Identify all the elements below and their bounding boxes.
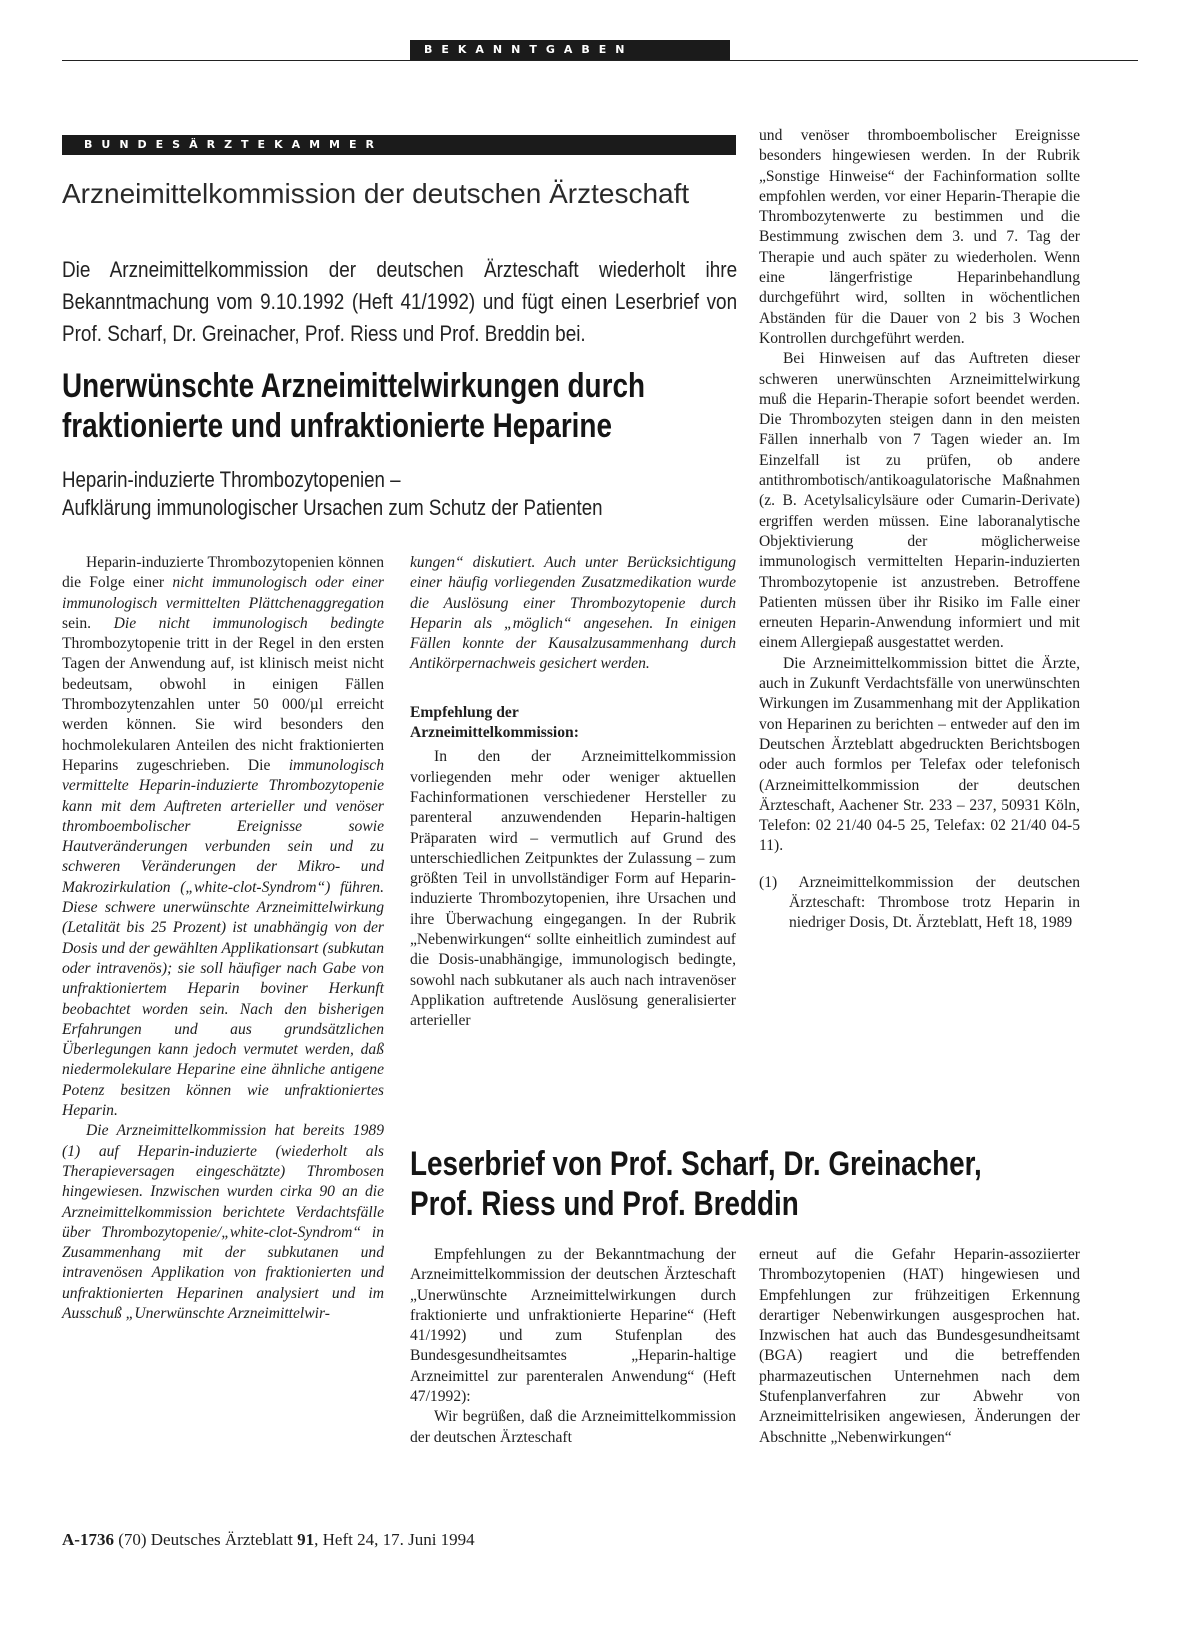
text-run: Thrombozytopenie tritt in der Regel in den ersten Tagen der Anwendung auf, ist klinisch meist nicht bedeutsam, obwohl in einigen Fällen Thrombozytenzahlen unter 50 000/µl erreicht werden können. Sie wird besonders den hochmolekularen Anteilen des nicht fraktionierten Heparins zugeschrieben. Die xyxy=(62,635,384,774)
article-column-1 xyxy=(62,553,384,1324)
footer-volume: 91 xyxy=(297,1530,315,1549)
letter-headline xyxy=(410,1144,982,1224)
article-headline-line2: fraktionierte und unfraktionierte Heparine xyxy=(62,407,612,445)
article-paragraph: Die Arzneimittelkommission hat bereits 1989 (1) auf Heparin-induzierte (wiederholt als Therapieversagen eingeschätzte) Thrombosen hingewiesen. Inzwischen wurden cirka 90 an die Arzneimittelkommission berichtete Verdachtsfälle über Thrombozytopenie/„white-clot-Syndrom“ in Zusammenhang mit der subkutanen und intravenösen Applikation von fraktionierten und unfraktionierten Heparinen analysiert und im Ausschuß „Unerwünschte Arzneimittelwir- xyxy=(62,1122,384,1322)
letter-column-2 xyxy=(759,1245,1080,1448)
recommendation-heading-line1: Empfehlung der xyxy=(410,703,519,721)
article-paragraph: und venöser thromboembolischer Ereignisse besonders hingewiesen werden. In der Rubrik „Sonstige Hinweise“ der Fachinformation sollte empfohlen werden, vor einer Heparin-Therapie die Thrombozytenwerte zu bestimmen und die Bestimmung zwischen dem 3. und 7. Tag der Therapie und auch später zu wiederholen. Wenn eine längerfristige Heparinbehandlung durchgeführt wird, sollten in wöchentlichen Abständen für die Dauer von 2 bis 3 Wochen Kontrollen durchgeführt werden. xyxy=(759,127,1080,347)
text-run: Heparin-induzierte Thrombozytopenien können die Folge einer xyxy=(62,554,384,592)
article-paragraph: kungen“ diskutiert. Auch unter Berücksichtigung einer häufig vorliegenden Zusatzmedikation wurde die Auslösung einer Thrombozytopenie durch Heparin als „möglich“ angesehen. In einigen Fällen konnte der Kausalzusammenhang durch Antikörpernachweis gesichert werden. xyxy=(410,554,736,673)
article-subheadline-line1: Heparin-induzierte Thrombozytopenien – xyxy=(62,467,401,492)
article-paragraph: In den der Arzneimittelkommission vorliegenden mehr oder weniger aktuellen Fachinformationen verschiedener Hersteller zu parenteral anzuwendenden Heparin-haltigen Präparaten wird – vermutlich auf Grund des unterschiedlichen Zeitpunktes der Zulassung – zum größten Teil in unvollständiger Form auf Heparin-induzierte Thrombozytopenien, ihre Ursachen und ihre Überwachung eingegangen. In der Rubrik „Nebenwirkungen“ sollte einheitlich zumindest auf die Dosis-unabhängige, immunologisch bedingte, sowohl nach subkutaner als auch nach intravenöser Applikation auftretende Auslösung generalisierter arterieller xyxy=(410,748,736,1030)
text-run: immunologisch vermittelte Heparin-induzierte Thrombozytopenie kann mit dem Auftreten arterieller und venöser thromboembolischer Ereignisse sowie Hautveränderungen verbunden sein und zu schweren Veränderungen der Mikro- und Makrozirkulation („white-clot-Syndrom“) führen. Diese schwere unerwünschte Arzneimittelwirkung (Letalität bis 25 Prozent) ist unabhängig von der Dosis und der gewählten Applikationsart (subkutan oder intravenös); sie soll häufiger nach Gabe von unfraktioniertem Heparin boviner Herkunft beobachtet worden sein. Nach den bisherigen Erfahrungen und aus grundsätzlichen Überlegungen kann jedoch vermutet werden, daß niedermolekulare Heparine eine ähnliche antigene Potenz besitzen können wie unfraktioniertes Heparin. xyxy=(62,756,384,1120)
page-footer xyxy=(62,1530,475,1550)
letter-paragraph: Empfehlungen zu der Bekanntmachung der Arzneimittelkommission der deutschen Ärzteschaft „Unerwünschte Arzneimittelwirkungen durch fraktionierte und unfraktionierte Heparine“ (Heft 41/1992) und zum Stufenplan des Bundesgesundheitsamtes „Heparin-haltige Arzneimittel zur parenteralen Anwendung“ (Heft 47/1992): xyxy=(410,1246,736,1406)
lead-paragraph: Die Arzneimittelkommission der deutschen Ärzteschaft wiederholt ihre Bekanntmachung vom 9.10.1992 (Heft 41/1992) und fügt einen Leserbrief von Prof. Scharf, Dr. Greinacher, Prof. Riess und Prof. Breddin bei. xyxy=(62,257,738,346)
section-banner-bekanntgaben: BEKANNTGABEN xyxy=(410,40,730,60)
recommendation-heading xyxy=(410,703,736,744)
article-headline xyxy=(62,366,645,446)
letter-column-1 xyxy=(410,1245,736,1448)
reference-1: (1) Arzneimittelkommission der deutschen Ärzteschaft: Thrombose trotz Heparin in niedriger Dosis, Dt. Ärzteblatt, Heft 18, 1989 xyxy=(759,873,1080,932)
letter-paragraph: erneut auf die Gefahr Heparin-assoziierter Thrombozytopenien (HAT) hingewiesen und Empfehlungen zur frühzeitigen Erkennung derartiger Nebenwirkungen ausgesprochen hat. Inzwischen hat auch das Bundesgesundheitsamt (BGA) reagiert und die betreffenden pharmazeutischen Unternehmen nach dem Stufenplanverfahren zur Abwehr von Arzneimittelrisiken angewiesen, Änderungen der Abschnitte „Nebenwirkungen“ xyxy=(759,1246,1080,1446)
article-subheadline xyxy=(62,466,602,522)
text-run: nicht immunologisch oder einer immunologisch vermittelten Plättchenaggregation xyxy=(62,574,385,612)
section-banner-bundesaerztekammer: BUNDESÄRZTEKAMMER xyxy=(62,135,736,155)
letter-paragraph: Wir begrüßen, daß die Arzneimittelkommission der deutschen Ärzteschaft xyxy=(410,1408,736,1446)
article-paragraph: Die Arzneimittelkommission bittet die Ärzte, auch in Zukunft Verdachtsfälle von unerwünschten Wirkungen im Zusammenhang mit der Applikation von Heparinen zu berichten – entweder auf den im Deutschen Ärzteblatt abgedruckten Berichtsbogen oder auch formlos per Telefax oder telefonisch (Arzneimittelkommission der deutschen Ärzteschaft, Aachener Str. 233 – 237, 50931 Köln, Telefon: 02 21/40 04-5 25, Telefax: 02 21/40 04-5 11). xyxy=(759,654,1080,855)
commission-title: Arzneimittelkommission der deutschen Ärzteschaft xyxy=(62,178,690,209)
article-headline-line1: Unerwünschte Arzneimittelwirkungen durch xyxy=(62,367,645,405)
recommendation-heading-line2: Arzneimittelkommission: xyxy=(410,724,579,742)
footer-journal: (70) Deutsches Ärzteblatt xyxy=(113,1530,298,1549)
text-run: sein. xyxy=(62,614,114,632)
article-column-3 xyxy=(759,126,1080,934)
article-paragraph: Bei Hinweisen auf das Auftreten dieser schweren unerwünschten Arzneimittelwirkung muß die Heparin-Therapie sofort beendet werden. Die Thrombozyten steigen dann in den meisten Fällen innerhalb von 7 Tagen wieder an. Im Einzelfall ist zu prüfen, ob andere antithrombotisch/antikoagulatorische Maßnahmen (z. B. Acetylsalicylsäure oder Cumarin-Derivate) ergriffen werden müssen. Eine laboranalytische Objektivierung der möglicherweise immunologisch vermittelten Heparin-induzierten Thrombozytopenie ist anzustreben. Betroffene Patienten müssen über ihr Risiko im Falle einer erneuten Heparin-Anwendung informiert und mit einem Allergiepaß ausgestattet werden. xyxy=(759,350,1080,652)
top-rule xyxy=(62,60,1138,61)
article-paragraph xyxy=(62,553,384,1121)
article-column-2 xyxy=(410,553,736,1032)
letter-headline-line2: Prof. Riess und Prof. Breddin xyxy=(410,1185,799,1223)
article-subheadline-line2: Aufklärung immunologischer Ursachen zum Schutz der Patienten xyxy=(62,495,603,520)
page-code: A-1736 xyxy=(62,1530,114,1549)
footer-issue: , Heft 24, 17. Juni 1994 xyxy=(314,1530,475,1549)
letter-headline-line1: Leserbrief von Prof. Scharf, Dr. Greinacher, xyxy=(410,1145,982,1183)
text-run: Die nicht immunologisch bedingte xyxy=(113,614,384,632)
